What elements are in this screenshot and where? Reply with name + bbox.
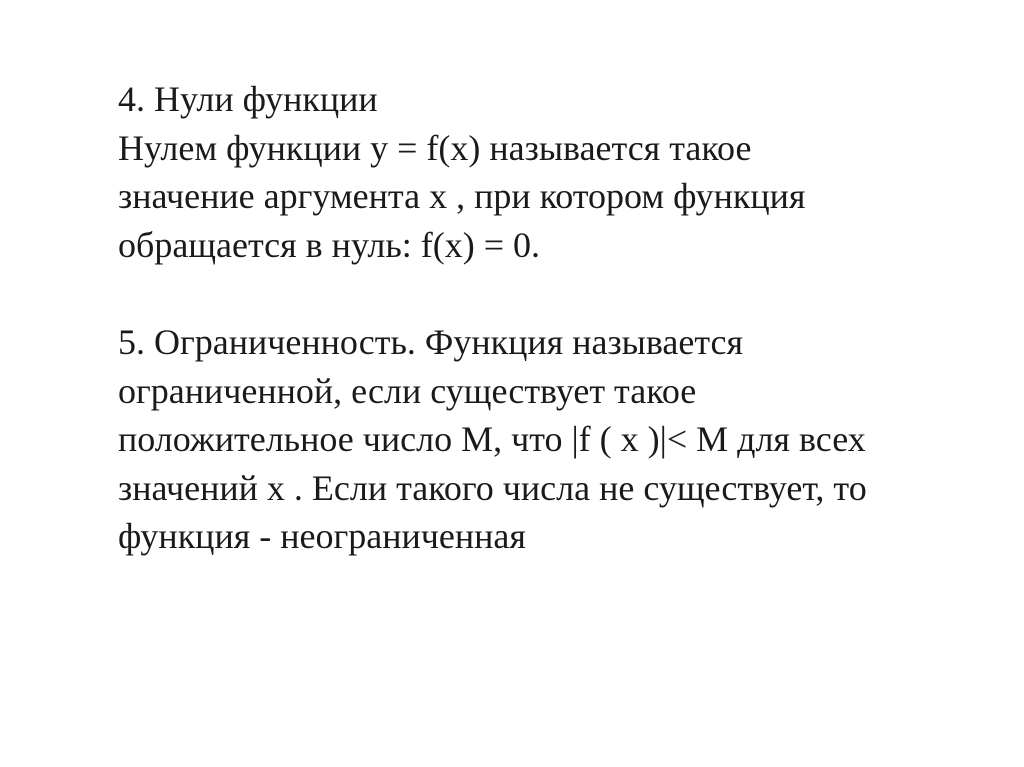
section-zeros — [118, 75, 998, 269]
text-line: ограниченной, если существует такое — [118, 370, 697, 411]
section-zeros-heading: 4. Нули функции — [118, 79, 378, 119]
text-line: значений х . Если такого числа не существует, то — [118, 467, 867, 508]
section-boundedness — [118, 318, 998, 561]
section-boundedness-heading: 5. Ограниченность. Функция называется — [118, 321, 744, 362]
text-line: положительное число M, что |f ( x )|< M для всех — [118, 419, 866, 460]
paragraph-spacer — [118, 269, 998, 318]
text-line: значение аргумента х , при котором функция — [118, 176, 806, 217]
text-line: Нулем функции y = f(x) называется такое — [118, 127, 752, 168]
text-line: функция - неограниченная — [118, 516, 526, 557]
slide-text — [118, 75, 998, 561]
text-line: обращается в нуль: f(x) = 0. — [118, 224, 541, 265]
